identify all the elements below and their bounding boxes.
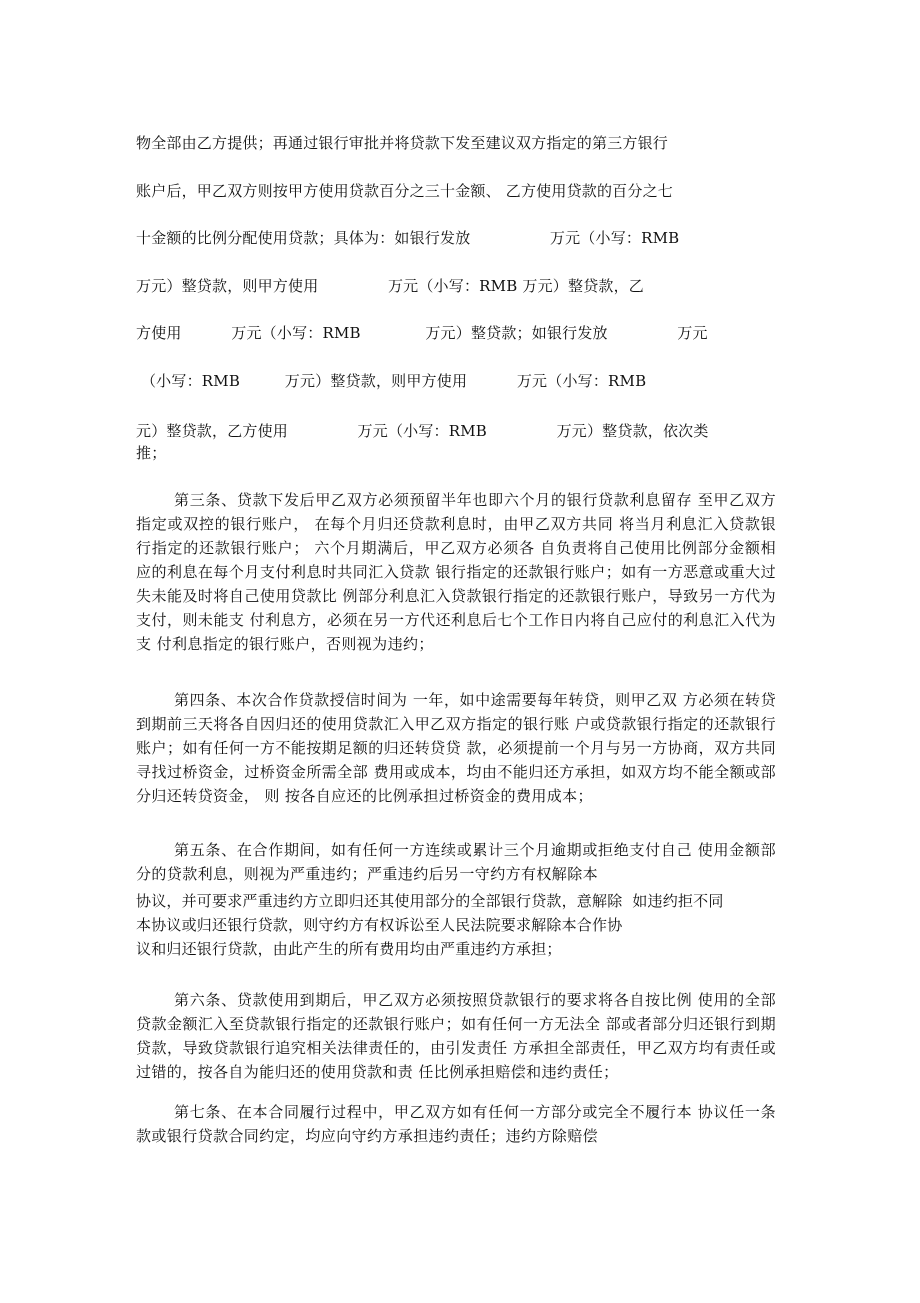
intro-line-5: 方使用 万元（小写：RMB 万元）整贷款；如银行发放 万元 xyxy=(136,324,708,342)
intro-line-4: 万元）整贷款，则甲方使用 万元（小写：RMB 万元）整贷款，乙 xyxy=(136,277,644,295)
intro-line-3: 十金额的比例分配使用贷款；具体为：如银行发放 万元（小写：RMB xyxy=(136,229,680,247)
article-5-line-2: 本协议或归还银行贷款，则守约方有权诉讼至人民法院要求解除本合作协 xyxy=(136,916,623,934)
article-5-paragraph-part1: 第五条、在合作期间，如有任何一方连续或累计三个月逾期或拒绝支付自己 使用金额部分的贷款利息，则视为严重违约；严重违约后另一守约方有权解除本 xyxy=(136,841,776,883)
article-5-line-3: 议和归还银行贷款，由此产生的所有费用均由严重违约方承担； xyxy=(136,940,562,958)
intro-line-6: （小写：RMB 万元）整贷款，则甲方使用 万元（小写：RMB xyxy=(136,372,647,390)
intro-line-2: 账户后，甲乙双方则按甲方使用贷款百分之三十金额、 乙方使用贷款的百分之七 xyxy=(136,182,673,200)
article-5-line-1: 协议，并可要求严重违约方立即归还其使用部分的全部银行贷款，意解除 如违约拒不同 xyxy=(136,892,724,910)
article-7-paragraph: 第七条、在本合同履行过程中，甲乙双方如有任何一方部分或完全不履行本 协议任一条款或银行贷款合同约定，均应向守约方承担违约责任；违约方除赔偿 xyxy=(136,1103,776,1145)
article-6-paragraph: 第六条、贷款使用到期后，甲乙双方必须按照贷款银行的要求将各自按比例 使用的全部贷款金额汇入至贷款银行指定的还款银行账户；如有任何一方无法全 部或者部分归还银行到期贷款，导致贷款银行追究相关法律责任的，由引发责任 方承担全部责任，甲乙双方均有责任或过错的，按各自为能归还的使用贷款和责 任比例承担赔偿和违约责任； xyxy=(136,991,776,1081)
intro-line-1: 物全部由乙方提供；再通过银行审批并将贷款下发至建议双方指定的第三方银行 xyxy=(136,134,669,152)
intro-line-8: 推； xyxy=(136,444,167,462)
intro-line-7: 元）整贷款，乙方使用 万元（小写：RMB 万元）整贷款，依次类 xyxy=(136,422,709,440)
article-3-paragraph: 第三条、贷款下发后甲乙双方必须预留半年也即六个月的银行贷款利息留存 至甲乙双方指定或双控的银行账户， 在每个月归还贷款利息时，由甲乙双方共同 将当月利息汇入贷款银行指定的还款银行账户； 六个月期满后，甲乙双方必须各 自负责将自己使用比例部分金额相应的利息在每个月支付利息时共同汇入贷款 银行指定的还款银行账户；如有一方恶意或重大过失未能及时将自己使用贷款比 例部分利息汇入贷款银行指定的还款银行账户，导致另一方代为支付，则未能支 付利息方，必须在另一方代还利息后七个工作日内将自己应付的利息汇入代为支 付利息指定的银行账户，否则视为违约； xyxy=(136,491,776,653)
article-4-paragraph: 第四条、本次合作贷款授信时间为 一年，如中途需要每年转贷，则甲乙双 方必须在转贷到期前三天将各自因归还的使用贷款汇入甲乙双方指定的银行账 户或贷款银行指定的还款银行账户；如有任何一方不能按期足额的归还转贷贷 款，必须提前一个月与另一方协商，双方共同寻找过桥资金，过桥资金所需全部 费用或成本，均由不能归还方承担，如双方均不能全额或部分归还转贷资金， 则 按各自应还的比例承担过桥资金的费用成本； xyxy=(136,691,776,805)
